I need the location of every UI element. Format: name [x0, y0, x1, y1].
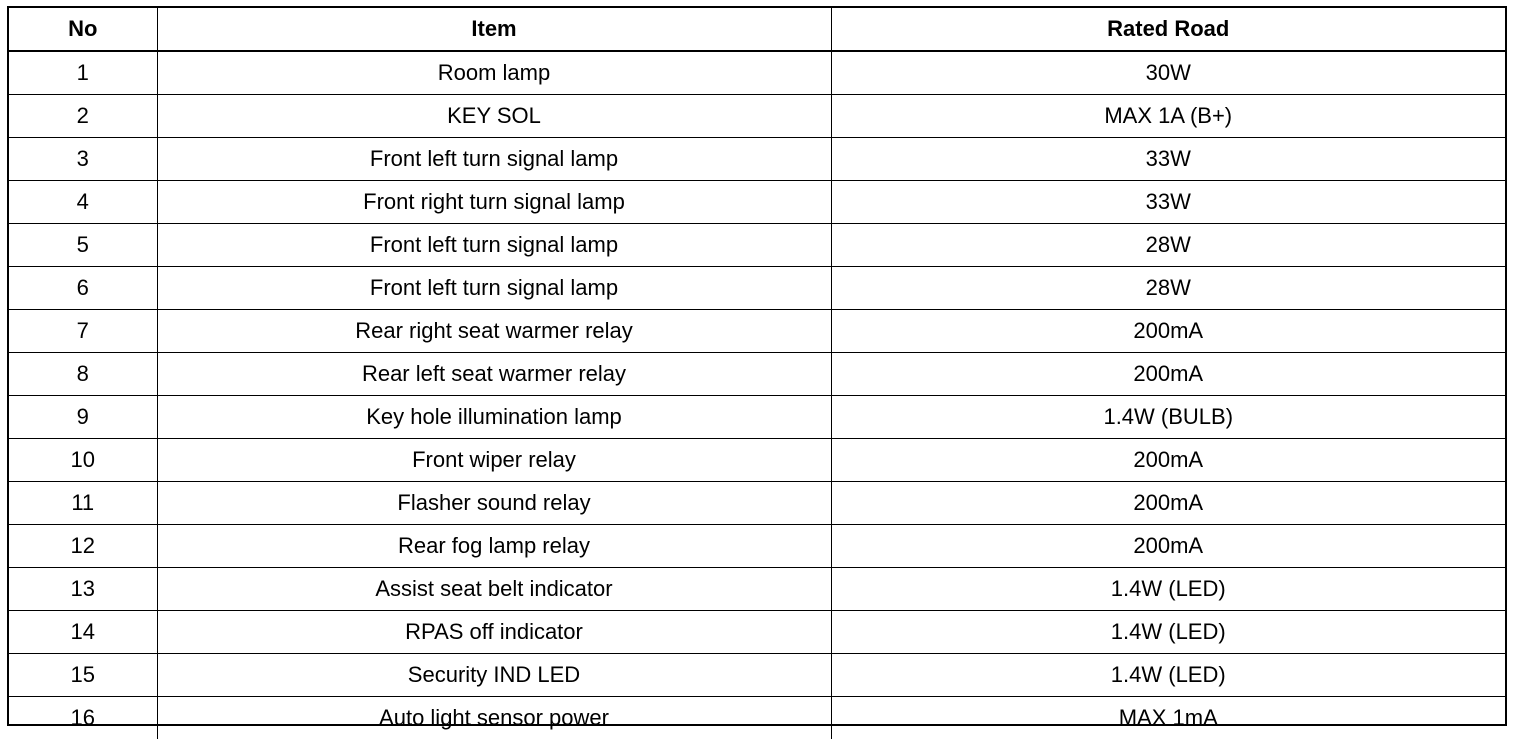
cell-rated-road: 33W [831, 138, 1505, 181]
cell-item: Flasher sound relay [157, 482, 831, 525]
table-row [9, 654, 1505, 697]
cell-rated-road: 28W [831, 224, 1505, 267]
cell-rated-road: 30W [831, 51, 1505, 95]
table-row [9, 353, 1505, 396]
cell-no: 10 [9, 439, 157, 482]
cell-item: Rear left seat warmer relay [157, 353, 831, 396]
cell-no: 5 [9, 224, 157, 267]
cell-item: KEY SOL [157, 95, 831, 138]
cell-item: Auto light sensor power [157, 697, 831, 739]
header-no: No [9, 8, 157, 51]
table-row [9, 138, 1505, 181]
table-row [9, 482, 1505, 525]
table-row [9, 181, 1505, 224]
cell-no: 15 [9, 654, 157, 697]
cell-no: 8 [9, 353, 157, 396]
table-row [9, 310, 1505, 353]
cell-item: Key hole illumination lamp [157, 396, 831, 439]
table-row [9, 439, 1505, 482]
cell-no: 14 [9, 611, 157, 654]
rated-load-table [9, 8, 1505, 739]
cell-item: Front left turn signal lamp [157, 138, 831, 181]
table-row [9, 267, 1505, 310]
table-body [9, 51, 1505, 739]
cell-no: 12 [9, 525, 157, 568]
cell-rated-road: MAX 1A (B+) [831, 95, 1505, 138]
cell-item: Assist seat belt indicator [157, 568, 831, 611]
cell-rated-road: 1.4W (LED) [831, 611, 1505, 654]
cell-no: 13 [9, 568, 157, 611]
cell-no: 16 [9, 697, 157, 739]
cell-no: 7 [9, 310, 157, 353]
table-row [9, 525, 1505, 568]
cell-item: Front wiper relay [157, 439, 831, 482]
cell-item: Rear right seat warmer relay [157, 310, 831, 353]
cell-no: 1 [9, 51, 157, 95]
cell-rated-road: 33W [831, 181, 1505, 224]
cell-rated-road: 1.4W (BULB) [831, 396, 1505, 439]
table-row [9, 95, 1505, 138]
cell-no: 11 [9, 482, 157, 525]
cell-rated-road: 200mA [831, 439, 1505, 482]
cell-item: Front left turn signal lamp [157, 224, 831, 267]
table-header-row [9, 8, 1505, 51]
header-item: Item [157, 8, 831, 51]
cell-item: Front left turn signal lamp [157, 267, 831, 310]
cell-rated-road: 200mA [831, 525, 1505, 568]
table-row [9, 697, 1505, 739]
table-row [9, 396, 1505, 439]
cell-no: 4 [9, 181, 157, 224]
cell-rated-road: 28W [831, 267, 1505, 310]
cell-item: Rear fog lamp relay [157, 525, 831, 568]
cell-rated-road: 200mA [831, 353, 1505, 396]
cell-rated-road: 1.4W (LED) [831, 568, 1505, 611]
cell-no: 3 [9, 138, 157, 181]
cell-item: Security IND LED [157, 654, 831, 697]
table-row [9, 611, 1505, 654]
cell-item: Room lamp [157, 51, 831, 95]
cell-item: RPAS off indicator [157, 611, 831, 654]
table-row [9, 568, 1505, 611]
cell-rated-road: MAX 1mA [831, 697, 1505, 739]
cell-item: Front right turn signal lamp [157, 181, 831, 224]
cell-no: 6 [9, 267, 157, 310]
cell-rated-road: 200mA [831, 310, 1505, 353]
cell-no: 9 [9, 396, 157, 439]
table-row [9, 51, 1505, 95]
cell-rated-road: 1.4W (LED) [831, 654, 1505, 697]
cell-no: 2 [9, 95, 157, 138]
header-rated-road: Rated Road [831, 8, 1505, 51]
cell-rated-road: 200mA [831, 482, 1505, 525]
rated-load-table-frame [7, 6, 1507, 726]
table-row [9, 224, 1505, 267]
